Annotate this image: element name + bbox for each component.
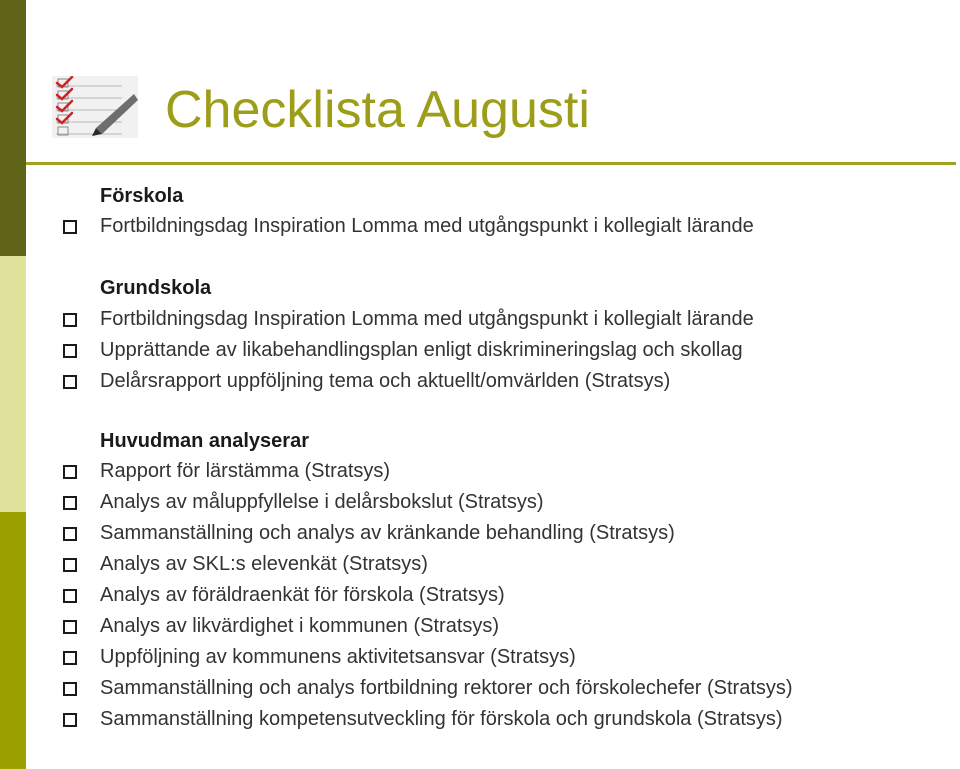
list-item: Sammanställning kompetensutveckling för förskola och grundskola (Stratsys) (100, 709, 783, 731)
list-item: Upprättande av likabehandlingsplan enligt diskrimineringslag och skollag (100, 340, 743, 362)
square-bullet-icon (63, 465, 77, 479)
square-bullet-icon (63, 682, 77, 696)
list-item: Uppföljning av kommunens aktivitetsansvar (Stratsys) (100, 647, 576, 669)
section-heading-huvudman: Huvudman analyserar (100, 430, 309, 452)
title-divider (26, 162, 956, 165)
square-bullet-icon (63, 375, 77, 389)
square-bullet-icon (63, 220, 77, 234)
list-item: Analys av likvärdighet i kommunen (Stratsys) (100, 616, 499, 638)
square-bullet-icon (63, 527, 77, 541)
side-bar-top (0, 0, 26, 256)
section-heading-grundskola: Grundskola (100, 277, 212, 299)
square-bullet-icon (63, 651, 77, 665)
page-title: Checklista Augusti (165, 81, 590, 139)
list-item: Fortbildningsdag Inspiration Lomma med utgångspunkt i kollegialt lärande (100, 309, 754, 331)
list-item: Sammanställning och analys av kränkande behandling (Stratsys) (100, 523, 675, 545)
list-item: Fortbildningsdag Inspiration Lomma med utgångspunkt i kollegialt lärande (100, 216, 754, 238)
list-item: Analys av måluppfyllelse i delårsbokslut (Stratsys) (100, 492, 544, 514)
list-item: Analys av SKL:s elevenkät (Stratsys) (100, 554, 428, 576)
square-bullet-icon (63, 620, 77, 634)
square-bullet-icon (63, 589, 77, 603)
checklist-pen-icon (52, 76, 138, 138)
square-bullet-icon (63, 313, 77, 327)
list-item: Delårsrapport uppföljning tema och aktuellt/omvärlden (Stratsys) (100, 371, 670, 393)
list-item: Rapport för lärstämma (Stratsys) (100, 461, 390, 483)
square-bullet-icon (63, 713, 77, 727)
list-item: Analys av föräldraenkät för förskola (Stratsys) (100, 585, 505, 607)
square-bullet-icon (63, 558, 77, 572)
side-bar-middle (0, 256, 26, 512)
square-bullet-icon (63, 344, 77, 358)
section-heading-forskola: Förskola (100, 185, 184, 207)
list-item: Sammanställning och analys fortbildning rektorer och förskolechefer (Stratsys) (100, 678, 793, 700)
side-bar-bottom (0, 512, 26, 769)
square-bullet-icon (63, 496, 77, 510)
